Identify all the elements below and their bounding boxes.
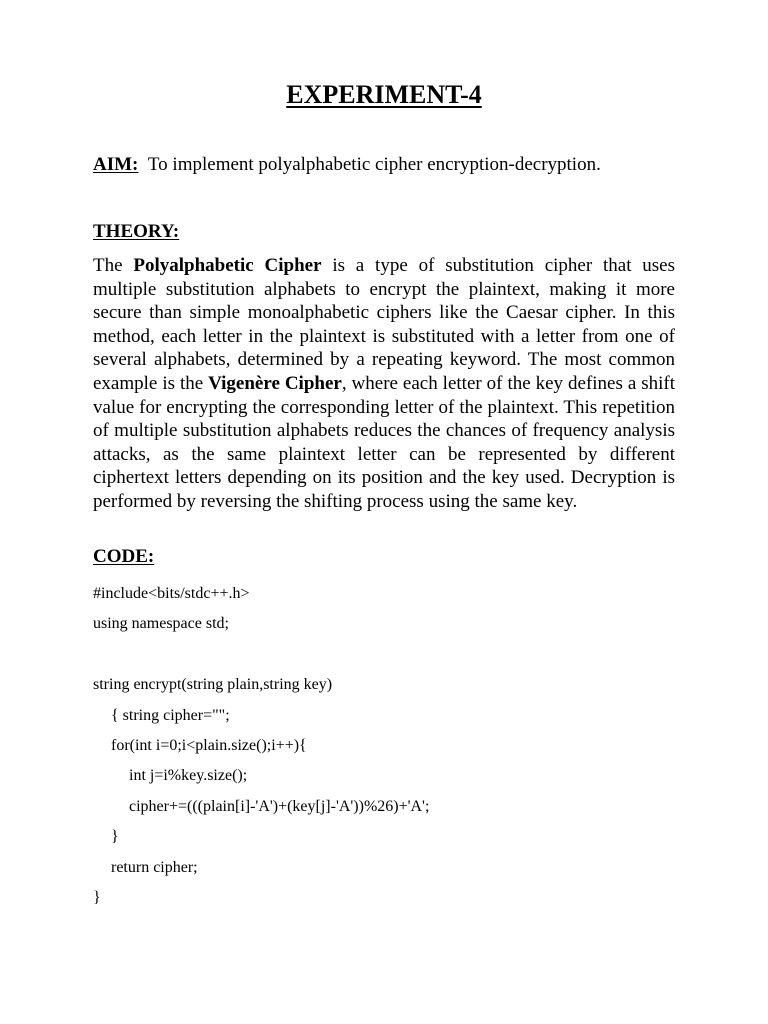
code-line: { string cipher=""; bbox=[111, 706, 230, 724]
theory-heading-block bbox=[93, 221, 179, 243]
code-heading-block bbox=[93, 546, 154, 568]
code-line: } bbox=[93, 888, 101, 906]
experiment-title: EXPERIMENT-4 bbox=[286, 80, 482, 109]
page-title bbox=[0, 80, 768, 110]
code-heading: CODE: bbox=[93, 546, 155, 567]
theory-heading: THEORY: bbox=[93, 221, 180, 242]
theory-text-3: , where each letter of the key defines a shift value for encrypting the corresponding letter of the plaintext. This repetition of multiple substitution alphabets reduces the chances of frequency analysis attacks, as the same plaintext letter can be represented by different ciphertext letters depending on its position and the key used. Decryption is performed by reversing the shifting process using the same key. bbox=[93, 372, 675, 512]
code-line: using namespace std; bbox=[93, 615, 229, 633]
theory-text-2: is a type of substitution cipher that uses multiple substitution alphabets to encrypt the plaintext, making it more secure than simple monoalphabetic ciphers like the Caesar cipher. In this method, each letter in the plaintext is substituted with a letter from one of several alphabets, determined by a repeating keyword. The most common example is the bbox=[93, 255, 676, 394]
aim-label: AIM: bbox=[93, 154, 139, 175]
theory-text-1: The bbox=[93, 255, 134, 276]
code-line: for(int i=0;i<plain.size();i++){ bbox=[111, 736, 307, 754]
theory-bold-vigenere: Vigenère Cipher bbox=[208, 372, 342, 394]
aim-section bbox=[93, 154, 601, 176]
code-line: string encrypt(string plain,string key) bbox=[93, 676, 333, 694]
code-line-blank bbox=[93, 640, 429, 670]
code-line: } bbox=[111, 828, 119, 846]
code-line: cipher+=(((plain[i]-'A')+(key[j]-'A'))%26)+'A'; bbox=[129, 797, 430, 815]
code-listing bbox=[93, 579, 429, 913]
code-line: return cipher; bbox=[111, 858, 198, 876]
aim-text: To implement polyalphabetic cipher encryption-decryption. bbox=[147, 154, 601, 175]
theory-paragraph bbox=[93, 254, 675, 514]
code-line: #include<bits/stdc++.h> bbox=[93, 585, 250, 602]
theory-bold-polyalphabetic: Polyalphabetic Cipher bbox=[133, 255, 322, 276]
code-line: int j=i%key.size(); bbox=[129, 767, 248, 785]
